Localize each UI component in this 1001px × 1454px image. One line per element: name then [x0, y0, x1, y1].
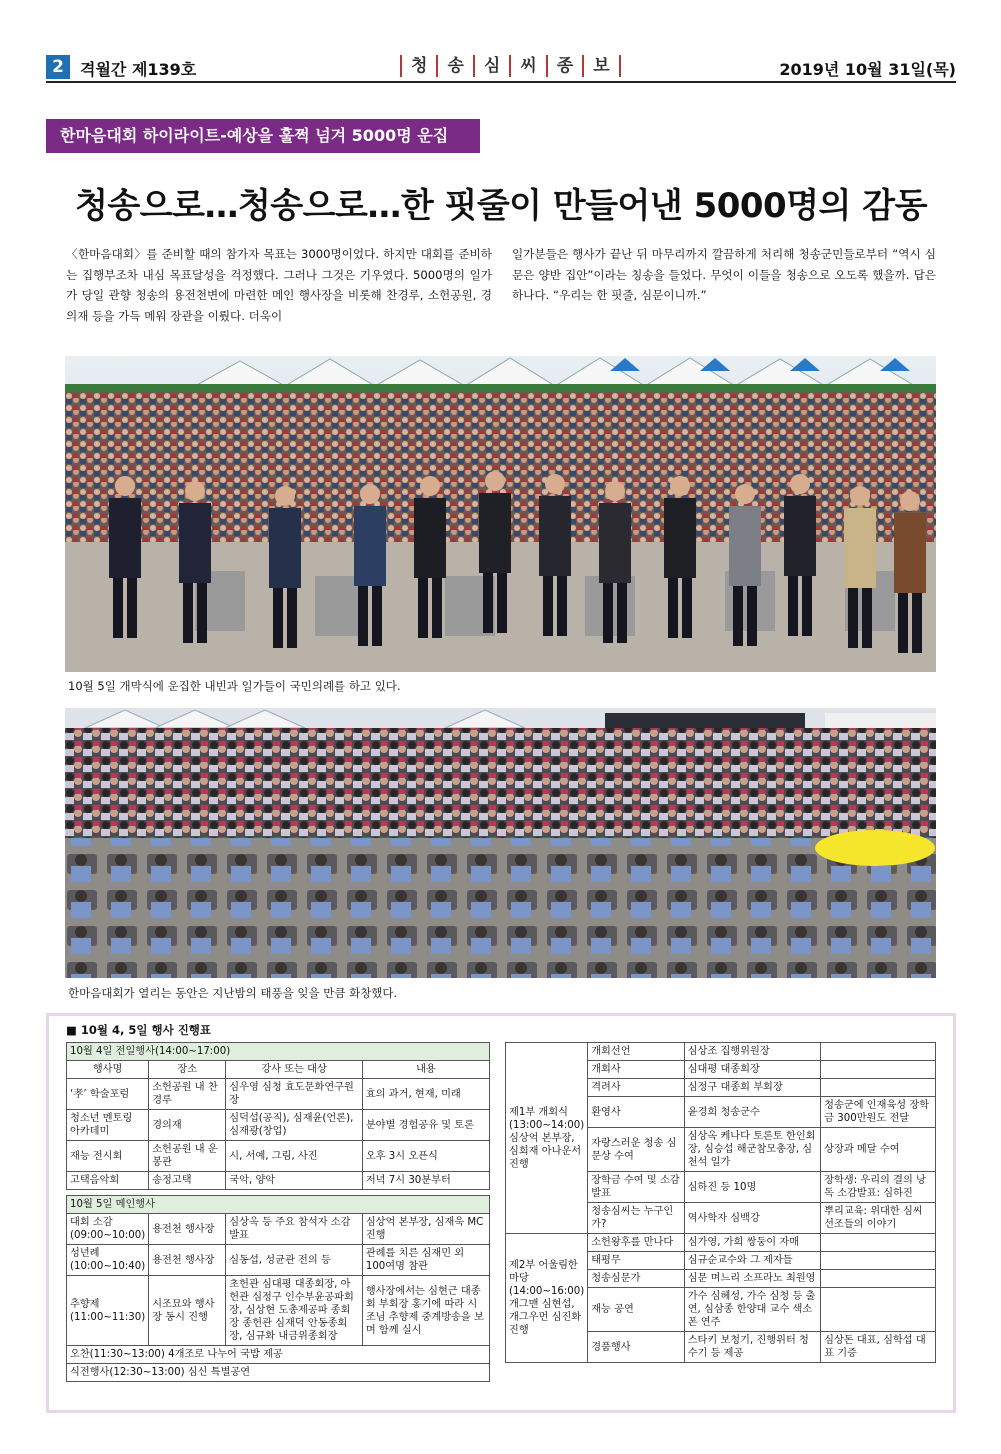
page-number: 2: [46, 55, 70, 79]
table-cell: [821, 1061, 936, 1079]
table-cell: 심상옥 케나다 토론토 한인회장, 심승섭 해군참모총장, 심천석 일가: [684, 1128, 820, 1172]
table-row: [67, 1245, 490, 1276]
table-cell: ‘孝’ 학술포럼: [67, 1079, 149, 1110]
table-cell: 행사장에서는 심현근 대종회 부회장 홍기에 따라 시조님 추향제 중계방송을 보며 함께 실시: [362, 1276, 489, 1346]
body-column-right: 일가분들은 행사가 끝난 뒤 마무리까지 깔끔하게 처리해 청송군민들로부터 “역시 심문은 양반 집안”이라는 칭송을 들었다. 무엇이 이들을 청송으로 오도록 했을까. 답은 하나다. “우리는 한 핏줄, 심문이니까.”: [512, 247, 936, 302]
table-cell: 심대평 대종회장: [684, 1061, 820, 1079]
table-cell: 경품행사: [588, 1332, 684, 1363]
table-cell: 송정고택: [149, 1172, 226, 1190]
table-row: [67, 1214, 490, 1245]
table-cell: [821, 1252, 936, 1270]
table-cell: [821, 1043, 936, 1061]
table-row: [506, 1043, 936, 1061]
table-cell: [821, 1079, 936, 1097]
table-row: [506, 1234, 936, 1252]
table-cell: 청송군에 인재육성 장학금 300만원도 전달: [821, 1097, 936, 1128]
column-header: 강사 또는 대상: [226, 1061, 363, 1079]
table-cell: 장학생: 우리의 결의 낭독 소감발표: 심하진: [821, 1172, 936, 1203]
masthead-char: 보: [582, 55, 620, 77]
body-column-left: 〈한마음대회〉를 준비할 때의 참가자 목표는 3000명이었다. 하지만 대회를 준비하는 집행부조차 내심 목표달성을 걱정했다. 그러나 그것은 기우였다. 5000명의 일가가 당일 관향 청송의 용전천변에 마련한 메인 행사장을 비롯해 찬경루, 소헌공원, 경의재 등을 가득 메워 장관을 이뤘다. 더욱이: [66, 247, 492, 323]
table-cell: 심덕섭(공직), 심재윤(언론), 심재광(창업): [226, 1110, 363, 1141]
photo-caption: 한마음대회가 열리는 동안은 지난밤의 태풍을 잊을 만큼 화창했다.: [68, 986, 398, 1000]
table-cell: 시조묘와 행사장 동시 진행: [149, 1276, 226, 1346]
table-cell: 초헌관 심대평 대종회장, 아헌관 심정구 인수부윤공파회장, 심상현 도총제공파 종회장 종헌관 심재덕 안동종회장, 심규화 내금위종회장: [226, 1276, 363, 1346]
table-cell: 개회사: [588, 1061, 684, 1079]
table-cell: 심문 며느리 소프라노 최원영: [684, 1270, 820, 1288]
table-cell: 심상돈 대표, 심학섭 대표 기증: [821, 1332, 936, 1363]
page-header: [46, 55, 956, 81]
table-cell: 추향제 (11:00~11:30): [67, 1276, 149, 1346]
table-cell: 격려사: [588, 1079, 684, 1097]
table-cell: 심하진 등 10명: [684, 1172, 820, 1203]
table-cell: 대회 소감 (09:00~10:00): [67, 1214, 149, 1245]
table-cell: 뿌리교육: 위대한 심씨 선조들의 이야기: [821, 1203, 936, 1234]
table-cell: 청소년 멘토링 아카데미: [67, 1110, 149, 1141]
table-cell: 상장과 메달 수여: [821, 1128, 936, 1172]
section-kicker: 한마음대회 하이라이트-예상을 훌쩍 넘겨 5000명 운집: [46, 119, 480, 153]
table-cell: 환영사: [588, 1097, 684, 1128]
table-row: [67, 1172, 490, 1190]
opening-ceremony-photo: [65, 356, 936, 672]
table-cell: 가수 심혜성, 가수 심청 등 출연, 심삼종 한양대 교수 색소폰 연주: [684, 1288, 820, 1332]
table-row: [67, 1276, 490, 1346]
day1-heading: 10월 4일 전일행사(14:00~17:00): [67, 1043, 490, 1061]
table-row: [67, 1110, 490, 1141]
masthead-char: 청: [400, 55, 436, 77]
table-cell: 시, 서예, 그림, 사진: [226, 1141, 363, 1172]
table-cell: 윤경희 청송군수: [684, 1097, 820, 1128]
pre-event-row: 식전행사(12:30~13:00) 심신 특별공연: [67, 1364, 490, 1382]
table-cell: 관례를 치른 심재민 외 100여명 참관: [362, 1245, 489, 1276]
issue-date: 2019년 10월 31일(목): [779, 60, 956, 79]
headline: 청송으로…청송으로…한 핏줄이 만들어낸 5000명의 감동: [75, 186, 927, 226]
table-cell: [821, 1288, 936, 1332]
audience-photo: [65, 708, 936, 978]
table-cell: 청송심씨는 누구인가?: [588, 1203, 684, 1234]
issue-number: 격월간 제139호: [80, 60, 197, 79]
table-cell: 심가영, 가희 쌍둥이 자매: [684, 1234, 820, 1252]
part1-label: 제1부 개회식 (13:00~14:00) 심상억 본부장, 심희재 아나운서 진행: [506, 1043, 588, 1234]
table-cell: 효의 과거, 현재, 미래: [362, 1079, 489, 1110]
day2-heading: 10월 5일 메인행사: [67, 1196, 490, 1214]
table-cell: 청송심문가: [588, 1270, 684, 1288]
table-cell: 소헌공원 내 운봉관: [149, 1141, 226, 1172]
table-cell: 심우영 심청 효도문화연구원장: [226, 1079, 363, 1110]
column-header: 행사명: [67, 1061, 149, 1079]
table-cell: 경의재: [149, 1110, 226, 1141]
table-cell: 용전천 행사장: [149, 1214, 226, 1245]
table-cell: 심동섭, 성균관 전의 등: [226, 1245, 363, 1276]
masthead-char: 심: [473, 55, 509, 77]
table-cell: 용전천 행사장: [149, 1245, 226, 1276]
table-cell: [821, 1270, 936, 1288]
header-rule: [46, 81, 956, 83]
schedule-table-day1-day2: [66, 1042, 490, 1382]
table-cell: 심상억 본부장, 심재욱 MC 진행: [362, 1214, 489, 1245]
table-cell: 분야별 경험공유 및 토론: [362, 1110, 489, 1141]
table-cell: 재능 전시회: [67, 1141, 149, 1172]
table-cell: 스타키 보청기, 진행위터 청수기 등 제공: [684, 1332, 820, 1363]
table-cell: 심상옥 등 주요 참석자 소감 발표: [226, 1214, 363, 1245]
table-cell: 고택음악회: [67, 1172, 149, 1190]
table-cell: 오후 3시 오픈식: [362, 1141, 489, 1172]
table-cell: 성년례 (10:00~10:40): [67, 1245, 149, 1276]
table-cell: 심정구 대종회 부회장: [684, 1079, 820, 1097]
masthead-char: 종: [546, 55, 582, 77]
table-cell: 장학금 수여 및 소감 발표: [588, 1172, 684, 1203]
table-row: [67, 1141, 490, 1172]
table-row: [67, 1079, 490, 1110]
column-header: 장소: [149, 1061, 226, 1079]
table-cell: 태평무: [588, 1252, 684, 1270]
lunch-row: 오찬(11:30~13:00) 4개조로 나누어 국밥 제공: [67, 1346, 490, 1364]
masthead-char: 씨: [509, 55, 545, 77]
table-cell: 심상조 집행위원장: [684, 1043, 820, 1061]
schedule-table-parts: [505, 1042, 936, 1363]
table-cell: 심규순교수와 그 제자들: [684, 1252, 820, 1270]
photo-caption: 10월 5일 개막식에 운집한 내빈과 일가들이 국민의례를 하고 있다.: [68, 679, 401, 693]
table-cell: 재능 공연: [588, 1288, 684, 1332]
table-cell: 개회선언: [588, 1043, 684, 1061]
masthead: [400, 55, 621, 77]
table-cell: [821, 1234, 936, 1252]
part2-label: 제2부 어울림한마당 (14:00~16:00) 개그맨 심현섭, 개그우먼 심진화 진행: [506, 1234, 588, 1363]
table-cell: 저녁 7시 30분부터: [362, 1172, 489, 1190]
table-cell: 자랑스러운 청송 심문상 수여: [588, 1128, 684, 1172]
column-header: 내용: [362, 1061, 489, 1079]
schedule-title: ■ 10월 4, 5일 행사 진행표: [66, 1023, 212, 1037]
table-cell: 역사학자 심백강: [684, 1203, 820, 1234]
table-cell: 소헌왕후를 만나다: [588, 1234, 684, 1252]
table-cell: 국악, 양악: [226, 1172, 363, 1190]
masthead-char: 송: [436, 55, 472, 77]
table-cell: 소헌공원 내 찬경루: [149, 1079, 226, 1110]
